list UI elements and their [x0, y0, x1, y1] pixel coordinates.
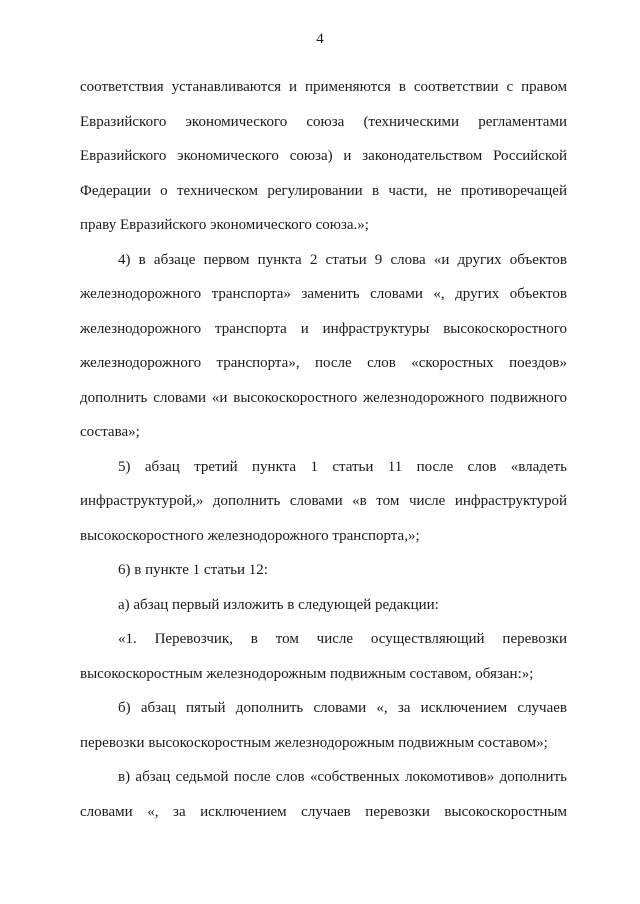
text-line: высокоскоростным железнодорожным подвижным составом, обязан:»; [80, 665, 534, 682]
page-number: 4 [316, 31, 324, 47]
text-line: дополнить словами «и высокоскоростного железнодорожного подвижного [80, 389, 567, 406]
paragraph [80, 767, 567, 836]
text-line: перевозки высокоскоростным железнодорожным подвижным составом»; [80, 734, 548, 751]
text-line: инфраструктурой,» дополнить словами «в том числе инфраструктурой [80, 493, 567, 509]
text-line: Евразийского экономического союза) и законодательством Российской [80, 148, 567, 164]
text-line: 4) в абзаце первом пункта 2 статьи 9 слова «и других объектов [118, 251, 567, 268]
text-line: высокоскоростного железнодорожного транспорта,»; [80, 527, 420, 544]
text-line: 5) абзац третий пункта 1 статьи 11 после слов «владеть [118, 458, 567, 475]
text-line: а) абзац первый изложить в следующей редакции: [118, 596, 439, 613]
text-line: железнодорожного транспорта», после слов «скоростных поездов» [80, 355, 567, 371]
text-line: Евразийского экономического союза (техническими регламентами [80, 113, 567, 130]
paragraph [80, 250, 567, 457]
paragraph [80, 77, 567, 250]
text-line: «1. Перевозчик, в том числе осуществляющий перевозки [118, 631, 567, 647]
paragraph [80, 629, 567, 698]
text-line: железнодорожного транспорта и инфраструктуры высокоскоростного [80, 320, 567, 337]
text-line: состава»; [80, 424, 140, 440]
paragraph [80, 560, 567, 595]
text-line: словами «, за исключением случаев перевозки высокоскоростным [80, 803, 567, 820]
text-line: Федерации о техническом регулировании в части, не противоречащей [80, 182, 567, 199]
text-line: соответствия устанавливаются и применяются в соответствии с правом [80, 79, 567, 95]
paragraph [80, 698, 567, 767]
paragraph [80, 457, 567, 561]
text-line: железнодорожного транспорта» заменить словами «, других объектов [80, 286, 567, 302]
text-line: праву Евразийского экономического союза.»; [80, 217, 369, 233]
paragraph [80, 595, 567, 630]
text-line: б) абзац пятый дополнить словами «, за исключением случаев [118, 700, 567, 716]
document-body [80, 77, 567, 836]
text-line: 6) в пункте 1 статьи 12: [118, 562, 268, 578]
text-line: в) абзац седьмой после слов «собственных локомотивов» дополнить [118, 769, 567, 785]
